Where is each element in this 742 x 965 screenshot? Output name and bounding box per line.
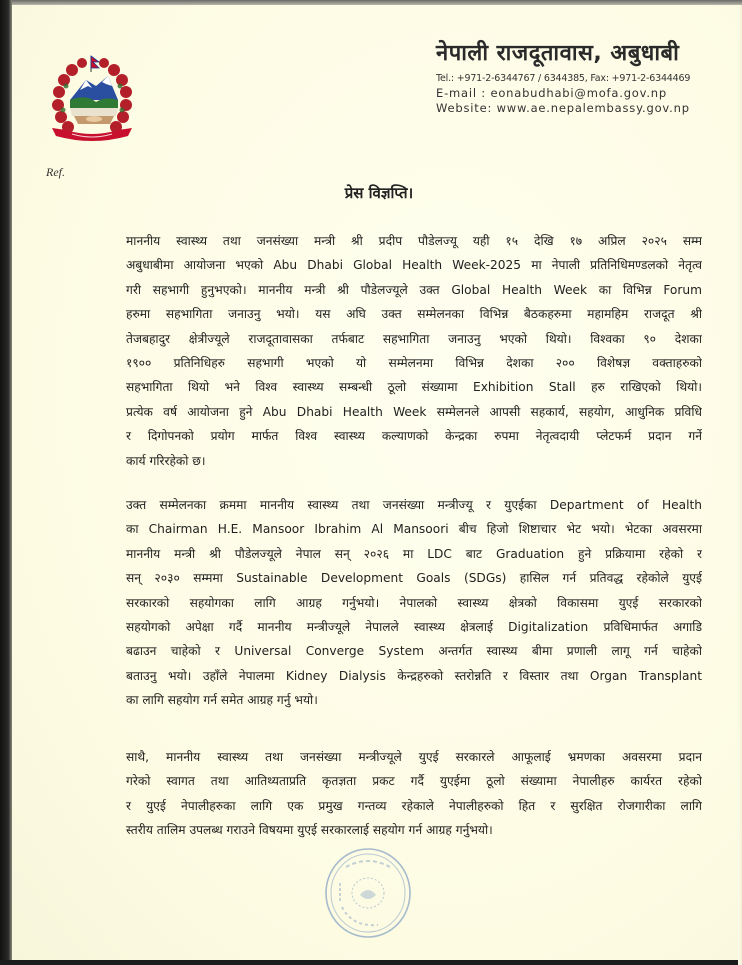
paragraph-2 bbox=[126, 493, 702, 713]
paragraph-line: प्रत्येक वर्ष आयोजना हुने Abu Dhabi Health Week सम्मेलनले आपसी सहकार्य, सहयोग, आधुनिक प्रविधि bbox=[126, 404, 702, 419]
paragraph-line: तेजबहादुर क्षेत्रीज्यूले राजदूतावासका तर्फबाट सहभागिता जनाउनु भएको थियो। विश्वका ९० देशका bbox=[126, 331, 702, 346]
photo-frame-left-edge bbox=[0, 0, 12, 960]
embassy-name: नेपाली राजदूतावास, अबुधाबी bbox=[436, 41, 680, 66]
paragraph-line: का Chairman H.E. Mansoor Ibrahim Al Mansoori बीच हिजो शिष्टाचार भेट भयो। भेटका अवसरमा bbox=[126, 522, 702, 537]
paragraph-line: सन् २०३० सम्ममा Sustainable Development Goals (SDGs) हासिल गर्न प्रतिवद्ध रहेकोले युएई bbox=[126, 571, 702, 586]
paragraph-line: र दिगोपनको प्रयोग मार्फत विश्व स्वास्थ्य कल्याणको केन्द्रका रुपमा नेतृत्वदायी प्लेटफर्म प्रदान गर्ने bbox=[126, 429, 702, 444]
paragraph-line: सहयोगको अपेक्षा गर्दै माननीय मन्त्रीज्यूले नेपालले स्वास्थ्य क्षेत्रलाई Digitalization प्रविधिमार्फत अगाडि bbox=[126, 620, 702, 635]
paragraph-line: र युएई नेपालीहरुका लागि एक प्रमुख गन्तव्य रहेकाले नेपालीहरुको हित र सुरक्षित रोजगारीका लागि bbox=[126, 798, 702, 813]
letterhead bbox=[436, 41, 726, 116]
paragraph-line: बताउनु भयो। उहाँले नेपालमा Kidney Dialysis केन्द्रहरुको स्तरोन्नति र विस्तार तथा Organ Transplant bbox=[126, 668, 702, 683]
paragraph-line: १९०० प्रतिनिधिहरु सहभागी भएको यो सम्मेलनमा विभिन्न देशका २०० विशेषज्ञ वक्ताहरुको bbox=[126, 356, 702, 371]
letter-page bbox=[12, 5, 742, 960]
paragraph-line: बढाउन चाहेको र Universal Converge System अन्तर्गत स्वास्थ्य बीमा प्रणाली लागू गर्न चाहेको bbox=[126, 644, 702, 659]
paragraph-line: हरुमा सहभागिता जनाउनु भयो। यस अघि उक्त सम्मेलनका विभिन्न बैठकहरुमा महामहिम राजदूत श्री bbox=[126, 307, 702, 322]
page-right-edge bbox=[738, 5, 742, 965]
paragraph-line: साथै, माननीय स्वास्थ्य तथा जनसंख्या मन्त्रीज्यूले युएई सरकारले आफूलाई भ्रमणका अवसरमा प्रदान bbox=[126, 750, 702, 764]
paragraph-line: उक्त सम्मेलनका क्रममा माननीय स्वास्थ्य तथा जनसंख्या मन्त्रीज्यू र युएईका Department of Health bbox=[126, 498, 702, 512]
contact-telephone-fax: Tel.: +971-2-6344767 / 6344385, Fax: +971-2-6344469 bbox=[436, 73, 691, 84]
paragraph-1 bbox=[126, 229, 702, 473]
paragraph-line: का लागि सहयोग गर्न समेत आग्रह गर्नु भयो। bbox=[126, 693, 318, 708]
contact-email: E-mail : eonabudhabi@mofa.gov.np bbox=[436, 86, 667, 100]
paragraph-line: कार्य गरिरहेको छ। bbox=[126, 453, 206, 468]
paragraph-3 bbox=[126, 745, 702, 843]
paragraph-line: माननीय मन्त्री श्री पौडेलज्यूले नेपाल सन् २०२६ मा LDC बाट Graduation हुने प्रक्रियामा रहेको र bbox=[126, 546, 702, 561]
embassy-seal-stamp-icon bbox=[322, 845, 414, 941]
reference-label: Ref. bbox=[46, 165, 65, 179]
contact-website: Website: www.ae.nepalembassy.gov.np bbox=[436, 101, 690, 115]
paragraph-line: माननीय स्वास्थ्य तथा जनसंख्या मन्त्री श्री प्रदीप पौडेलज्यू यही १५ देखि १७ अप्रिल २०२५ सम्म bbox=[126, 234, 702, 248]
paragraph-line: गरी सहभागी हुनुभएको। माननीय मन्त्री श्री पौडेलज्यूले उक्त Global Health Week का विभिन्न Forum bbox=[126, 282, 702, 297]
paragraph-line: गरेको स्वागत तथा आतिथ्यताप्रति कृतज्ञता प्रकट गर्दै युएईमा ठूलो संख्यामा नेपालीहरु कार्यरत रहेको bbox=[126, 774, 702, 789]
paragraph-line: स्तरीय तालिम उपलब्ध गराउने विषयमा युएई सरकारलाई सहयोग गर्न आग्रह गर्नुभयो। bbox=[126, 823, 493, 838]
paragraph-line: अबुधाबीमा आयोजना भएको Abu Dhabi Global Health Week-2025 मा नेपाली प्रतिनिधिमण्डलको नेतृत्व bbox=[126, 258, 702, 273]
paragraph-line: सरकारको सहयोगका लागि आग्रह गर्नुभयो। नेपालको स्वास्थ्य क्षेत्रको विकासमा युएई सरकारको bbox=[126, 595, 702, 610]
press-release-heading: प्रेस विज्ञप्ति। bbox=[344, 184, 414, 202]
paragraph-line: सहभागिता थियो भने विश्व स्वास्थ्य सम्बन्धी ठूलो संख्यामा Exhibition Stall हरु राखिएको थियो। bbox=[126, 380, 702, 395]
nepal-coat-of-arms-icon bbox=[46, 50, 138, 144]
